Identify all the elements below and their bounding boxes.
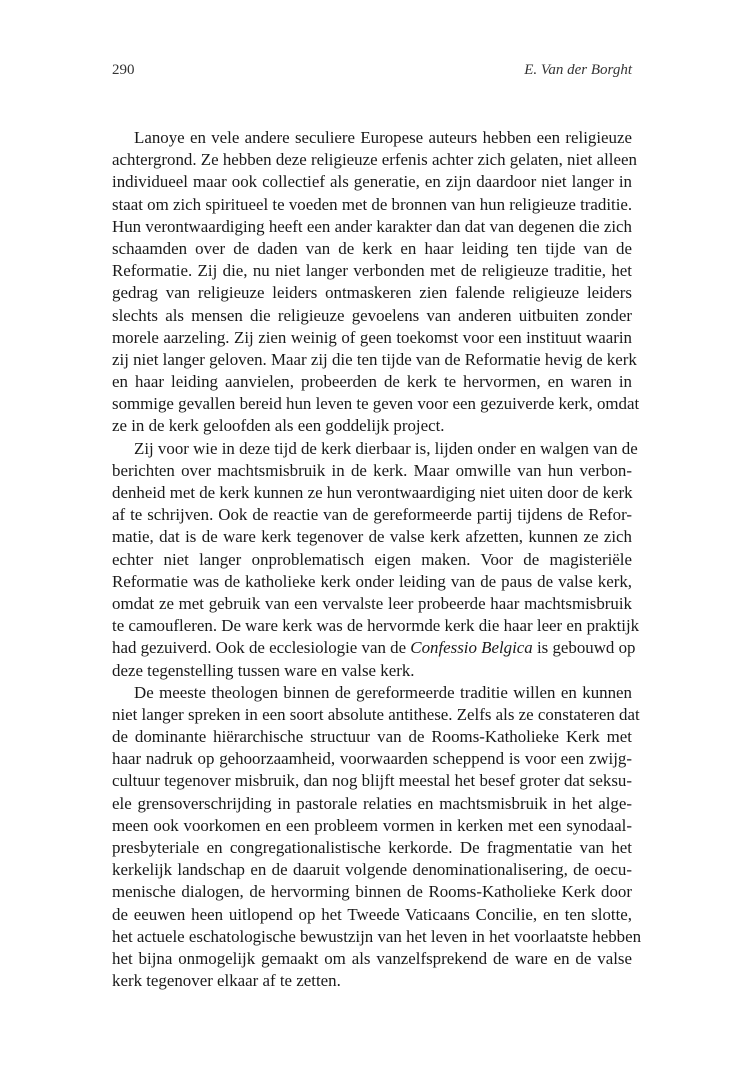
body-text xyxy=(112,127,642,992)
running-head-author: E. Van der Borght xyxy=(524,62,632,78)
confessio-belgica-title: Confessio Belgica xyxy=(410,638,533,658)
paragraph-2 xyxy=(112,438,640,682)
paragraph-line: het actuele eschatologische bewustzijn van het leven in het voorlaatste hebben xyxy=(112,926,642,946)
paragraph-line: ele grensoverschrijding in pastorale relaties en machtsmisbruik in het alge- xyxy=(112,793,632,813)
paragraph-line: deze tegenstelling tussen ware en valse kerk. xyxy=(112,660,415,680)
paragraph-line: niet langer spreken in een soort absolute antithese. Zelfs als ze constateren dat xyxy=(112,704,640,724)
paragraph-line: Reformatie was de katholieke kerk onder leiding van de paus de valse kerk, xyxy=(112,571,632,591)
paragraph-line: zij niet langer geloven. Maar zij die ten tijde van de Reformatie hevig de kerk xyxy=(112,349,637,369)
paragraph-line: haar nadruk op gehoorzaamheid, voorwaarden scheppend is voor een zwijg- xyxy=(112,749,632,769)
line-lead-text: had gezuiverd. Ook de ecclesiologie van de xyxy=(112,638,411,658)
paragraph-line: presbyteriale en congregationalistische kerkorde. De fragmentatie van het xyxy=(112,838,632,857)
paragraph-line: matie, dat is de ware kerk tegenover de valse kerk afzetten, kunnen ze zich xyxy=(112,527,632,547)
paragraph-line: kerkelijk landschap en de daaruit volgende denominationalisering, de oecu- xyxy=(112,860,632,880)
paragraph-line: kerk tegenover elkaar af te zetten. xyxy=(112,971,341,991)
paragraph-line: Reformatie. Zij die, nu niet langer verbonden met de religieuze traditie, het xyxy=(112,261,632,281)
paragraph-line: het bijna onmogelijk gemaakt om als vanzelfsprekend de ware en de valse xyxy=(112,948,632,968)
paragraph-line: menische dialogen, de hervorming binnen de Rooms-Katholieke Kerk door xyxy=(112,882,632,902)
paragraph-line: de dominante hiërarchische structuur van de Rooms-Katholieke Kerk met xyxy=(112,727,632,747)
paragraph-line: omdat ze met gebruik van een vervalste leer probeerde haar machtsmisbruik xyxy=(112,593,632,613)
paragraph-line: gedrag van religieuze leiders ontmaskeren zien falende religieuze leiders xyxy=(112,283,632,303)
paragraph-1 xyxy=(112,127,640,438)
paragraph-line: denheid met de kerk kunnen ze hun verontwaardiging niet uiten door de kerk xyxy=(112,483,633,502)
paragraph-line: meen ook voorkomen en een probleem vormen in kerken met een synodaal- xyxy=(112,815,632,835)
paragraph-line: staat om zich spiritueel te voeden met de bronnen van hun religieuze traditie. xyxy=(112,194,633,214)
paragraph-line: berichten over machtsmisbruik in de kerk. Maar omwille van hun verbon- xyxy=(112,460,632,480)
line-tail-text: is gebouwd op xyxy=(532,638,636,658)
paragraph-line: individueel maar ook collectief als generatie, en zijn daardoor niet langer in xyxy=(112,172,632,192)
page-number: 290 xyxy=(112,62,135,78)
paragraph-line: en haar leiding aanvielen, probeerden de kerk te hervormen, en waren in xyxy=(112,372,632,392)
paragraph-line: te camoufleren. De ware kerk was de hervormde kerk die haar leer en praktijk xyxy=(112,616,640,636)
paragraph-3 xyxy=(112,682,642,993)
paragraph-line: de eeuwen heen uitlopend op het Tweede Vaticaans Concilie, en ten slotte, xyxy=(112,904,632,924)
paragraph-line: ze in de kerk geloofden als een goddelijk project. xyxy=(112,416,445,436)
paragraph-line: slechts als mensen die religieuze gevoelens van anderen uitbuiten zonder xyxy=(112,305,632,325)
paragraph-line: Zij voor wie in deze tijd de kerk dierbaar is, lijden onder en walgen van de xyxy=(134,438,638,458)
paragraph-line: af te schrijven. Ook de reactie van de gereformeerde partij tijdens de Refor- xyxy=(112,505,632,525)
running-head xyxy=(112,62,632,84)
paragraph-line: Lanoye en vele andere seculiere Europese auteurs hebben een religieuze xyxy=(134,128,632,147)
paragraph-line: achtergrond. Ze hebben deze religieuze erfenis achter zich gelaten, niet alleen xyxy=(112,150,637,170)
paragraph-line: echter niet langer onproblematisch eigen maken. Voor de magisteriële xyxy=(112,549,632,569)
paragraph-line: schaamden over de daden van de kerk en haar leiding ten tijde van de xyxy=(112,238,632,258)
paragraph-line: Hun verontwaardiging heeft een ander karakter dan dat van degenen die zich xyxy=(112,216,632,236)
paragraph-line-with-title xyxy=(112,637,636,659)
paragraph-line: sommige gevallen bereid hun leven te geven voor een gezuiverde kerk, omdat xyxy=(112,394,640,414)
paragraph-line: morele aarzeling. Zij zien weinig of geen toekomst voor een instituut waarin xyxy=(112,327,632,347)
paragraph-line: De meeste theologen binnen de gereformeerde traditie willen en kunnen xyxy=(134,682,632,702)
paragraph-line: cultuur tegenover misbruik, dan nog blijft meestal het besef groter dat seksu- xyxy=(112,771,632,791)
